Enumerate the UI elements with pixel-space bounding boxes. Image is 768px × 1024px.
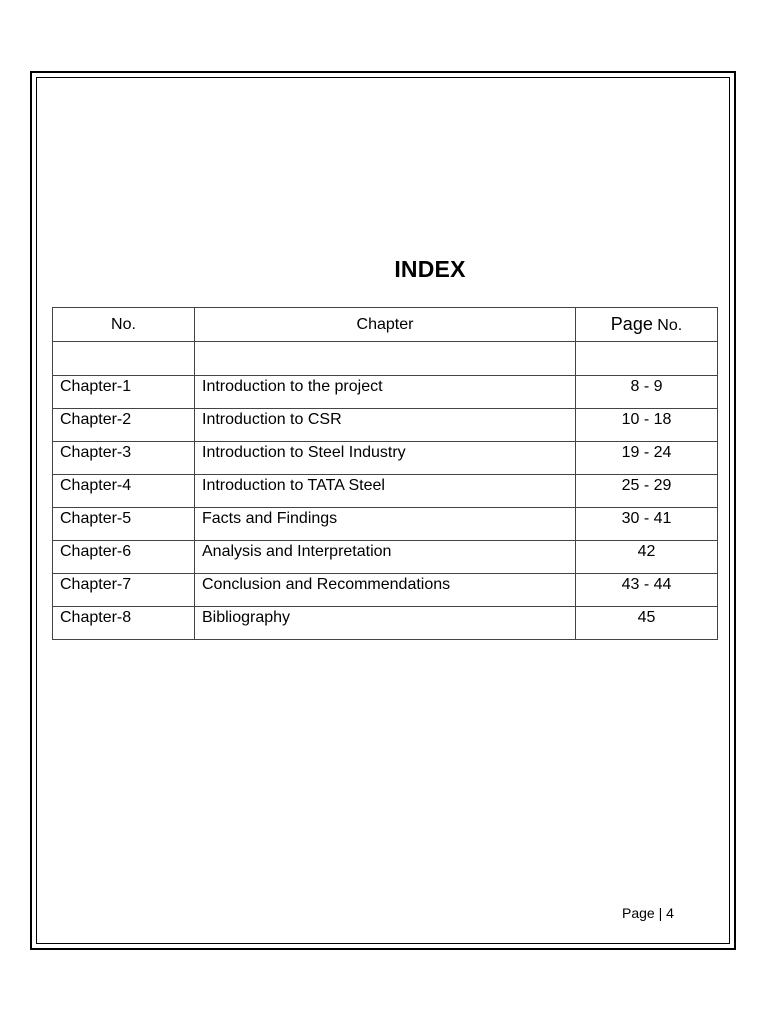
table-row	[53, 376, 718, 409]
chapter-title: Bibliography	[195, 607, 576, 640]
chapter-no: Chapter-8	[53, 607, 195, 640]
chapter-title: Introduction to Steel Industry	[195, 442, 576, 475]
blank-cell	[195, 342, 576, 376]
chapter-title: Introduction to the project	[195, 376, 576, 409]
chapter-pages: 30 - 41	[576, 508, 718, 541]
chapter-no: Chapter-2	[53, 409, 195, 442]
chapter-no: Chapter-1	[53, 376, 195, 409]
blank-cell	[53, 342, 195, 376]
chapter-pages: 43 - 44	[576, 574, 718, 607]
chapter-title: Introduction to TATA Steel	[195, 475, 576, 508]
chapter-no: Chapter-3	[53, 442, 195, 475]
chapter-no: Chapter-5	[53, 508, 195, 541]
table-row	[53, 508, 718, 541]
header-page-no-word: No.	[657, 317, 683, 334]
table-row	[53, 475, 718, 508]
chapter-title: Analysis and Interpretation	[195, 541, 576, 574]
header-page-no	[576, 308, 718, 342]
blank-cell	[576, 342, 718, 376]
chapter-pages: 19 - 24	[576, 442, 718, 475]
chapter-no: Chapter-6	[53, 541, 195, 574]
chapter-pages: 10 - 18	[576, 409, 718, 442]
chapter-no: Chapter-4	[53, 475, 195, 508]
chapter-pages: 42	[576, 541, 718, 574]
chapter-title: Conclusion and Recommendations	[195, 574, 576, 607]
header-page-word: Page	[610, 314, 653, 334]
table-row	[53, 442, 718, 475]
table-row	[53, 574, 718, 607]
index-title: INDEX	[394, 256, 466, 282]
table-blank-row	[53, 342, 718, 376]
header-no: No.	[53, 308, 195, 342]
chapter-pages: 45	[576, 607, 718, 640]
header-chapter: Chapter	[195, 308, 576, 342]
table-row	[53, 607, 718, 640]
table-header-row	[53, 308, 718, 342]
chapter-pages: 8 - 9	[576, 376, 718, 409]
chapter-title: Introduction to CSR	[195, 409, 576, 442]
chapter-pages: 25 - 29	[576, 475, 718, 508]
table-row	[53, 409, 718, 442]
index-table	[52, 307, 718, 640]
chapter-title: Facts and Findings	[195, 508, 576, 541]
chapter-no: Chapter-7	[53, 574, 195, 607]
table-row	[53, 541, 718, 574]
page-footer: Page | 4	[622, 905, 674, 921]
